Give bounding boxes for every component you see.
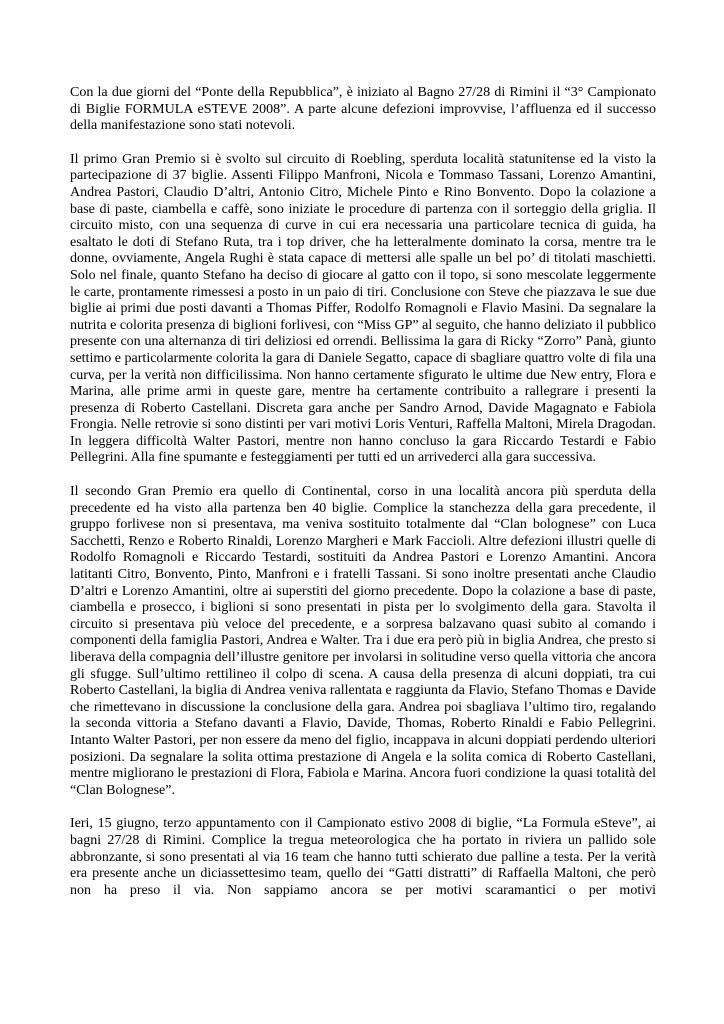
paragraph-intro: Con la due giorni del “Ponte della Repubblica”, è iniziato al Bagno 27/28 di Rimini il “3° Campionato di Biglie FORMULA eSTEVE 2008”. A parte alcune defezioni improvvise, l’affluenza ed il successo della manifestazione sono stati notevoli. bbox=[70, 85, 656, 134]
document-body bbox=[70, 85, 656, 899]
paragraph-second-grand-prix: Il secondo Gran Premio era quello di Continental, corso in una località ancora più sperduta della precedente ed ha visto alla partenza ben 40 biglie. Complice la stanchezza della gara precedente, il gruppo forlivese non si presentava, ma veniva sostituito totalmente dal “Clan bolognese” con Luca Sacchetti, Renzo e Roberto Rinaldi, Lorenzo Margheri e Mark Faccioli. Altre defezioni illustri quelle di Rodolfo Romagnoli e Riccardo Testardi, sostituiti da Andrea Pastori e Lorenzo Amantini. Ancora latitanti Citro, Bonvento, Pinto, Manfroni e i fratelli Tassani. Si sono inoltre presentati anche Claudio D’altri e Lorenzo Amantini, oltre ai superstiti del giorno precedente. Dopo la colazione a base di paste, ciambella e prosecco, i biglioni si sono presentati in pista per lo svolgimento della gara. Stavolta il circuito si presentava più veloce del precedente, e a sorpresa balzavano quasi subito al comando i componenti della famiglia Pastori, Andrea e Walter. Tra i due era però più in biglia Andrea, che presto si liberava della compagnia dell’illustre genitore per involarsi in solitudine verso quella vittoria che ancora gli sfugge. Sull’ultimo rettilineo il colpo di scena. A causa della presenza di alcuni doppiati, tra cui Roberto Castellani, la biglia di Andrea veniva rallentata e raggiunta da Flavio, Stefano Thomas e Davide che rimettevano in discussione la conclusione della gara. Andrea poi sbagliava l’ultimo tiro, regalando la seconda vittoria a Stefano davanti a Flavio, Davide, Thomas, Roberto Rinaldi e Fabio Pellegrini. Intanto Walter Pastori, per non essere da meno del figlio, incappava in alcuni doppiati perdendo ulteriori posizioni. Da segnalare la solita ottima prestazione di Angela e la solita comica di Roberto Castellani, mentre migliorano le prestazioni di Flora, Fabiola e Marina. Ancora fuori condizione la quasi totalità del “Clan Bolognese”. bbox=[70, 484, 656, 798]
paragraph-third-appointment: Ieri, 15 giugno, terzo appuntamento con il Campionato estivo 2008 di biglie, “La Formula eSteve”, ai bagni 27/28 di Rimini. Complice la tregua meteorologica che ha portato in riviera un pallido sole abbronzante, si sono presentati al via 16 team che hanno tutti schierato due palline a testa. Per la verità era presente anche un diciassettesimo team, quello dei “Gatti distratti” di Raffaella Maltoni, che però non ha preso il via. Non sappiamo ancora se per motivi scaramantici o per motivi bbox=[70, 816, 656, 898]
paragraph-first-grand-prix: Il primo Gran Premio si è svolto sul circuito di Roebling, sperduta località statunitense ed la visto la partecipazione di 37 biglie. Assenti Filippo Manfroni, Nicola e Tommaso Tassani, Lorenzo Amantini, Andrea Pastori, Claudio D’altri, Antonio Citro, Michele Pinto e Rino Bonvento. Dopo la colazione a base di paste, ciambella e caffè, sono iniziate le procedure di partenza con il sorteggio della griglia. Il circuito misto, con una sequenza di curve in cui era necessaria una particolare tecnica di guida, ha esaltato le doti di Stefano Ruta, tra i top driver, che ha letteralmente dominato la corsa, mentre tra le donne, ovviamente, Angela Rughi è stata capace di mettersi alle spalle un bel po’ di titolati maschietti. Solo nel finale, quanto Stefano ha deciso di giocare al gatto con il topo, si sono mescolate leggermente le carte, prontamente rimessesi a posto in un paio di tiri. Conclusione con Steve che piazzava le sue due biglie ai primi due posti davanti a Thomas Piffer, Rodolfo Romagnoli e Flavio Masini. Da segnalare la nutrita e colorita presenza di biglioni forlivesi, con “Miss GP” al seguito, che hanno deliziato il pubblico presente con una alternanza di tiri deliziosi ed orrendi. Bellissima la gara di Ricky “Zorro” Panà, giunto settimo e particolarmente colorita la gara di Daniele Segatto, capace di sbagliare quattro volte di fila una curva, per la verità non difficilissima. Non hanno certamente sfigurato le ultime due New entry, Flora e Marina, alle prime armi in queste gare, mentre ha certamente contribuito a rallegrare i presenti la presenza di Roberto Castellani. Discreta gara anche per Sandro Arnod, Davide Magagnato e Fabiola Frongia. Nelle retrovie si sono distinti per vari motivi Loris Venturi, Raffella Maltoni, Mirela Dragodan. In leggera difficoltà Walter Pastori, mentre non hanno concluso la gara Riccardo Testardi e Fabio Pellegrini. Alla fine spumante e festeggiamenti per tutti ed un arrivederci alla gara successiva. bbox=[70, 151, 656, 466]
